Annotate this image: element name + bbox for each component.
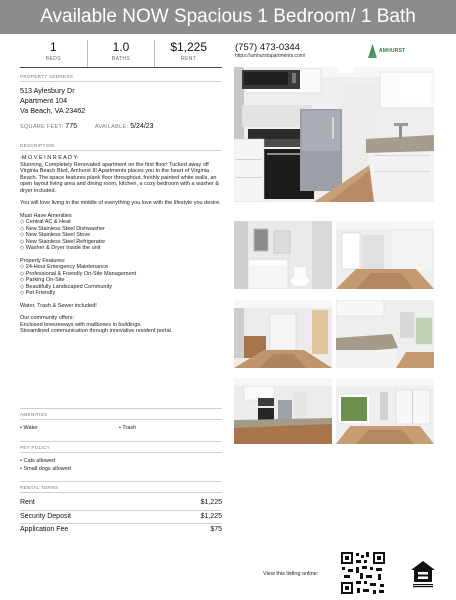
diamond-outline-icon: ◇: [20, 232, 25, 238]
view-online-text: View this listing online:: [263, 571, 319, 577]
listing-title: Available NOW Spacious 1 Bedroom/ 1 Bath: [0, 0, 456, 34]
diamond-outline-icon: ◇: [20, 283, 25, 290]
description-label: DESCRIPTION: [20, 143, 55, 148]
address-line-2: Apartment 104: [20, 96, 68, 105]
kitchen-counter-photo[interactable]: [336, 300, 434, 368]
address-line-3: Va Beach, VA 23462: [20, 106, 86, 115]
phone-number[interactable]: (757) 473-0344: [235, 42, 300, 53]
beds-label: BEDS: [45, 56, 61, 62]
table-row: [20, 499, 222, 506]
offers-line-1: Enclosed breezeways with mailboxes in buildings.: [20, 321, 142, 328]
bedroom-photo[interactable]: [336, 378, 434, 444]
rent-value: $1,225: [170, 40, 208, 54]
rental-terms-label: RENTAL TERMS: [20, 485, 59, 490]
baths-stat: [88, 40, 156, 67]
lifestyle-paragraph: You will love living in the middle of everything you love with the lifestyle you desire.: [20, 200, 221, 206]
qr-code-icon[interactable]: [340, 551, 386, 595]
description-paragraph: Stunning, Completely Renovated apartment on the first floor! Tucked away off Virginia Beach Blvd, Amhurst III Apartments places you in the heart of Virginia Beach. The space features plank floor throughout, freshly painted white walls, an open layout living area and dining room, kitchen, a cozy bedroom with a washer & dryer included.: [20, 161, 220, 194]
hallway-photo[interactable]: [234, 300, 332, 368]
diamond-outline-icon: ◇: [20, 290, 25, 296]
address-divider: [20, 81, 222, 82]
list-item: ◇ 24-Hour Emergency Maintenance: [20, 264, 109, 270]
logo-mark-icon: [368, 44, 377, 58]
description-divider: [20, 150, 222, 151]
list-item: ◇ New Stainless Steel Stove: [20, 232, 91, 238]
fee-name: Application Fee: [20, 526, 69, 533]
row-divider: [20, 523, 222, 524]
list-item: ◇ Central AC & Heat: [20, 219, 71, 225]
fee-name: Security Deposit: [20, 513, 71, 520]
equal-housing-icon: [410, 560, 436, 588]
list-item: • Cats allowed: [20, 458, 55, 464]
available-value: 5/24/23: [130, 123, 154, 130]
contact-block: [235, 42, 305, 60]
sqft-value: 775: [65, 123, 77, 130]
amenities-top-divider: [20, 408, 222, 409]
diamond-outline-icon: ◇: [20, 270, 25, 277]
amenities-divider: [20, 419, 222, 420]
logo-text: AMHURST: [379, 48, 406, 54]
offers-title: Our community offers:: [20, 315, 74, 321]
website-link[interactable]: https://amhurstapartments.com/: [235, 53, 306, 59]
living-room-photo[interactable]: [336, 221, 434, 289]
kitchen-photo[interactable]: [234, 67, 434, 202]
row-divider: [20, 510, 222, 511]
diamond-outline-icon: ◇: [20, 277, 25, 283]
rent-label: RENT: [181, 56, 197, 62]
rental-divider: [20, 492, 222, 493]
pet-top-divider: [20, 441, 222, 442]
amenity-trash: • Trash: [119, 425, 137, 431]
kitchen-wide-photo[interactable]: [234, 378, 332, 444]
list-item: ◇ Washer & Dryer Inside the unit: [20, 245, 101, 251]
address-label: PROPERTY ADDRESS: [20, 74, 74, 79]
bathroom-photo[interactable]: [234, 221, 332, 289]
table-row: [20, 526, 222, 533]
fee-value: $1,225: [200, 513, 222, 520]
list-item: ◇ Parking On-Site: [20, 277, 65, 283]
table-row: [20, 513, 222, 520]
list-item: ◇ New Stainless Steel Dishwasher: [20, 225, 105, 232]
fee-value: $1,225: [200, 499, 222, 506]
beds-stat: [20, 40, 88, 67]
beds-value: 1: [49, 40, 57, 54]
description-body: [20, 155, 224, 335]
list-item: • Small dogs allowed: [20, 465, 71, 472]
list-item: ◇ New Stainless Steel Refrigerator: [20, 238, 106, 245]
baths-value: 1.0: [112, 40, 130, 54]
diamond-outline-icon: ◇: [20, 225, 25, 232]
address-line-1: 513 Aylesbury Dr: [20, 86, 75, 95]
sqft-label: SQUARE FEET:: [20, 124, 64, 130]
utilities-note: Water, Trash & Sewer included!: [20, 302, 97, 309]
diamond-outline-icon: ◇: [20, 219, 25, 225]
offers-line-2: Streamlined communication through innovative resident portal.: [20, 328, 173, 334]
details-row: [20, 123, 154, 130]
amenities-title: Must Have Amenities: [20, 212, 72, 219]
list-item: ◇ Pet Friendly: [20, 290, 56, 296]
diamond-outline-icon: ◇: [20, 264, 25, 270]
brand-logo: [368, 42, 426, 60]
property-address: [20, 86, 85, 116]
pet-divider: [20, 452, 222, 453]
diamond-outline-icon: ◇: [20, 238, 25, 245]
stats-row: [20, 40, 222, 68]
fee-value: $75: [210, 526, 222, 533]
rental-top-divider: [20, 481, 222, 482]
list-item: ◇ Professional & Friendly On-Site Management: [20, 270, 137, 277]
features-title: Property Features:: [20, 257, 66, 264]
baths-label: BATHS: [111, 56, 131, 62]
pet-policy-label: PET POLICY: [20, 445, 50, 450]
amenity-water: • Water: [20, 425, 38, 431]
pet-policy-list: [20, 458, 71, 473]
rent-stat: [155, 40, 222, 67]
fee-name: Rent: [20, 499, 35, 506]
move-in-ready: -M O V E I N R E A D Y-: [20, 155, 79, 161]
list-item: ◇ Beautifully Landscaped Community: [20, 283, 112, 290]
amenities-label: AMENITIES: [20, 412, 48, 417]
diamond-outline-icon: ◇: [20, 245, 25, 251]
available-label: AVAILABLE:: [94, 124, 129, 130]
